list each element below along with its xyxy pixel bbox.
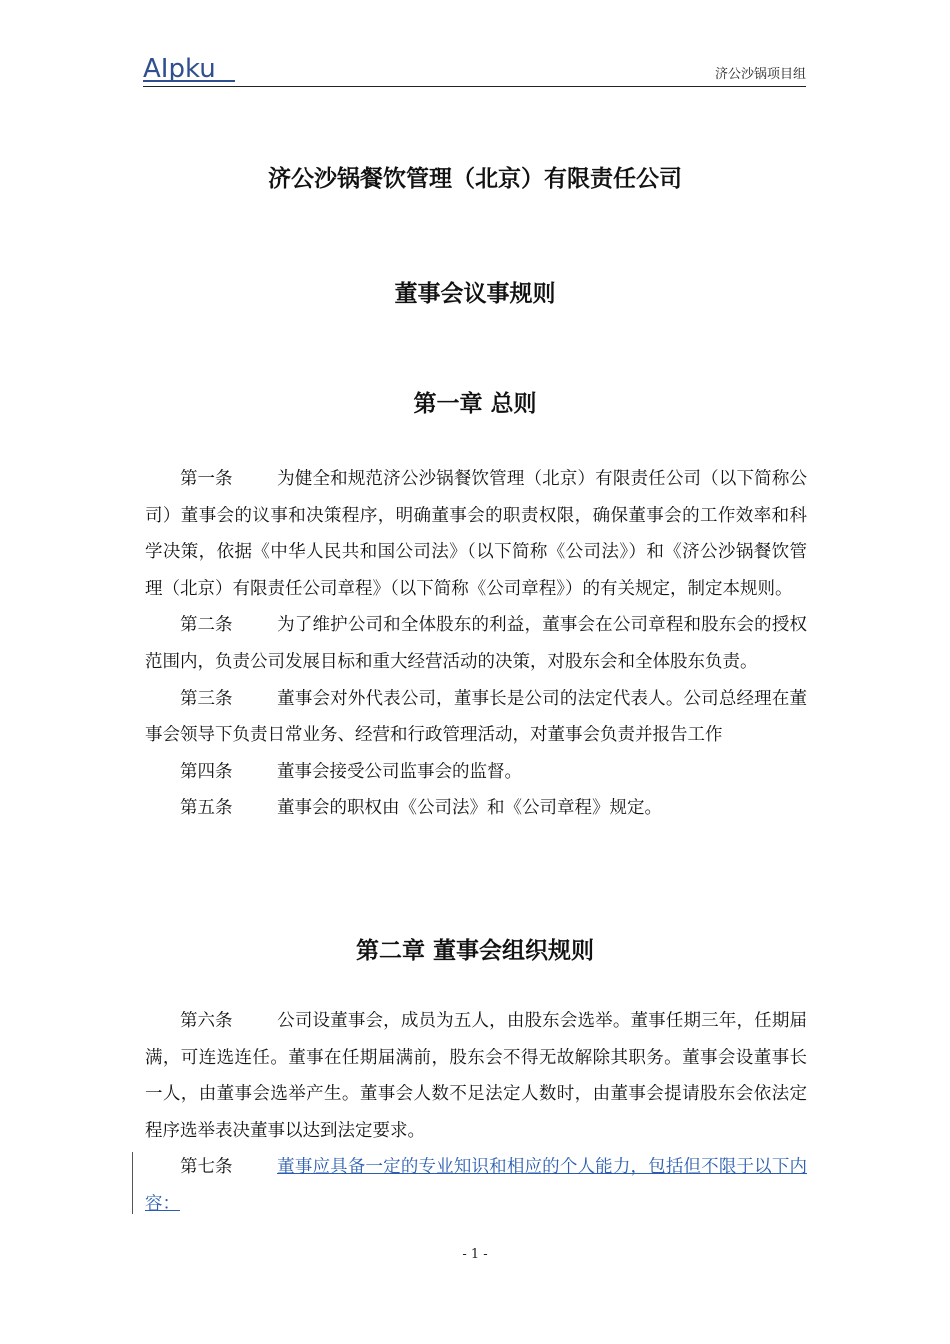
article-number: 第一条: [180, 469, 233, 489]
project-group-label: 济公沙锅项目组: [714, 67, 806, 82]
article-text: 公司设董事会，成员为五人，由股东会选举。董事任期三年，任期届满，可连选连任。董事在任期届满前，股东会不得无故解除其职务。董事会设董事长一人，由董事会选举产生。董事会人数不足法定人数时，由董事会提请股东会依法定程序选举表决董事以达到法定要求。: [145, 1011, 807, 1141]
article-number: 第三条: [180, 688, 233, 709]
article-4: [145, 754, 807, 791]
chapter-1-body: [145, 461, 807, 827]
page-number: - 1 -: [462, 1247, 488, 1262]
article-text: 为了维护公司和全体股东的利益，董事会在公司章程和股东会的授权范围内，负责公司发展目标和重大经营活动的决策，对股东会和全体股东负责。: [145, 615, 807, 672]
page-header: [143, 50, 806, 87]
svg-text:AIpku: AIpku: [143, 54, 216, 82]
article-number: 第六条: [180, 1011, 233, 1031]
article-5: [145, 790, 807, 827]
article-text: 董事会的职权由《公司法》和《公司章程》规定。: [277, 798, 662, 819]
chapter-2-heading: 第二章 董事会组织规则: [355, 938, 594, 964]
article-1: [145, 461, 807, 607]
article-number: 第七条: [180, 1157, 233, 1178]
article-number: 第二条: [180, 615, 233, 636]
chapter-1-heading: 第一章 总则: [413, 391, 537, 417]
article-number: 第五条: [180, 798, 233, 819]
article-3: [145, 681, 807, 754]
article-text: 董事会接受公司监事会的监督。: [277, 761, 522, 782]
article-text: 董事会对外代表公司，董事长是公司的法定代表人。公司总经理在董事会领导下负责日常业务、经营和行政管理活动，对董事会负责并报告工作: [145, 688, 807, 746]
revision-bar: [132, 1152, 133, 1214]
article-number: 第四条: [180, 761, 233, 782]
aipku-logo: [143, 52, 243, 82]
chapter-2-body: [145, 1003, 807, 1223]
article-text: 为健全和规范济公沙锅餐饮管理（北京）有限责任公司（以下简称公司）董事会的议事和决策程序，明确董事会的职责权限，确保董事会的工作效率和科学决策，依据《中华人民共和国公司法》（以下简称《公司法》）和《济公沙锅餐饮管理（北京）有限责任公司章程》（以下简称《公司章程》）的有关规定，制定本规则。: [145, 469, 807, 599]
document-title: 董事会议事规则: [394, 281, 556, 307]
article-6: [145, 1003, 807, 1149]
company-title: 济公沙锅餐饮管理（北京）有限责任公司: [268, 166, 682, 192]
article-2: [145, 607, 807, 680]
tracked-change-text[interactable]: 董事应具备一定的专业知识和相应的个人能力，包括但不限于以下内容：: [145, 1157, 807, 1214]
article-7: [145, 1149, 807, 1222]
